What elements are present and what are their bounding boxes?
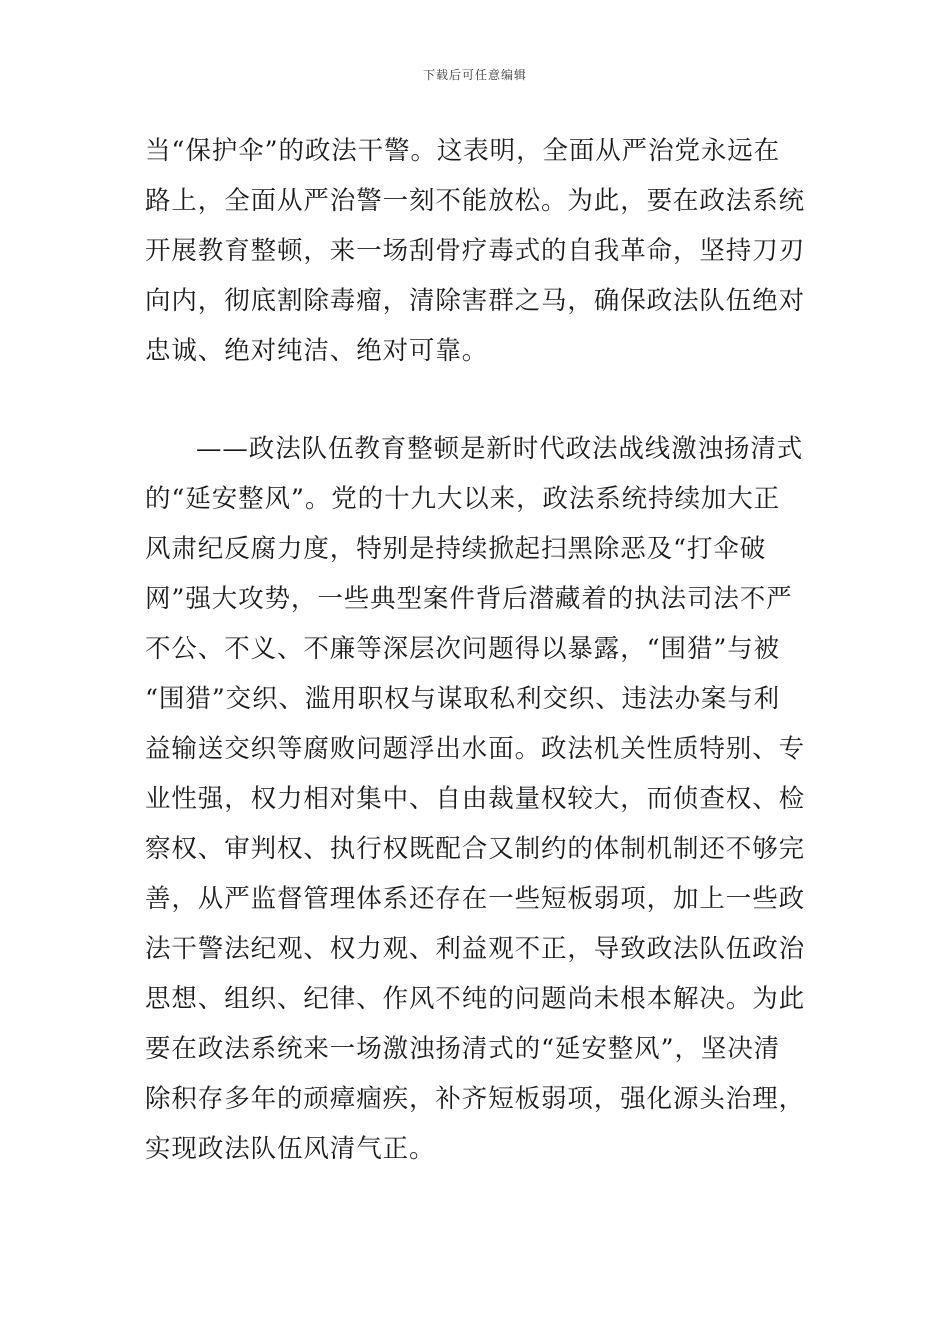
paragraph-line: 的“延安整风”。党的十九大以来，政法系统持续加大正 (145, 484, 781, 514)
paragraph-line: 思想、组织、纪律、作风不纯的问题尚未根本解决。为此 (145, 984, 806, 1014)
paragraph-line: 善，从严监督管理体系还存在一些短板弱项，加上一些政 (145, 884, 806, 914)
paragraph-line: 益输送交织等腐败问题浮出水面。政法机关性质特别、专 (145, 734, 806, 764)
paragraph-line: 业性强，权力相对集中、自由裁量权较大，而侦查权、检 (145, 784, 806, 814)
paragraph-line: 路上，全面从严治警一刻不能放松。为此，要在政法系统 (145, 186, 806, 216)
paragraph-line: ——政法队伍教育整顿是新时代政法战线激浊扬清式 (196, 434, 804, 464)
paragraph-line: 向内，彻底割除毒瘤，清除害群之马，确保政法队伍绝对 (145, 286, 806, 316)
paragraph-line: 察权、审判权、执行权既配合又制约的体制机制还不够完 (145, 834, 806, 864)
paragraph-line: 除积存多年的顽瘴痼疾，补齐短板弱项，强化源头治理， (145, 1084, 806, 1114)
paragraph-line: 开展教育整顿，来一场刮骨疗毒式的自我革命，坚持刀刃 (145, 236, 806, 266)
page-header: 下载后可任意编辑 (422, 68, 527, 82)
paragraph-line: 风肃纪反腐力度，特别是持续掀起扫黑除恶及“打伞破 (145, 534, 767, 564)
paragraph-line: 不公、不义、不廉等深层次问题得以暴露，“围猎”与被 (145, 634, 781, 664)
paragraph-line: 当“保护伞”的政法干警。这表明，全面从严治党永远在 (145, 136, 781, 166)
paragraph-line: 实现政法队伍风清气正。 (145, 1134, 436, 1164)
paragraph-line: 忠诚、绝对纯洁、绝对可靠。 (145, 336, 489, 366)
paragraph-line: “围猎”交织、滥用职权与谋取私利交织、违法办案与利 (145, 684, 781, 714)
paragraph-line: 要在政法系统来一场激浊扬清式的“延安整风”，坚决清 (145, 1034, 781, 1064)
paragraph-line: 法干警法纪观、权力观、利益观不正，导致政法队伍政治 (145, 934, 806, 964)
paragraph-line: 网”强大攻势，一些典型案件背后潜藏着的执法司法不严 (145, 584, 793, 614)
